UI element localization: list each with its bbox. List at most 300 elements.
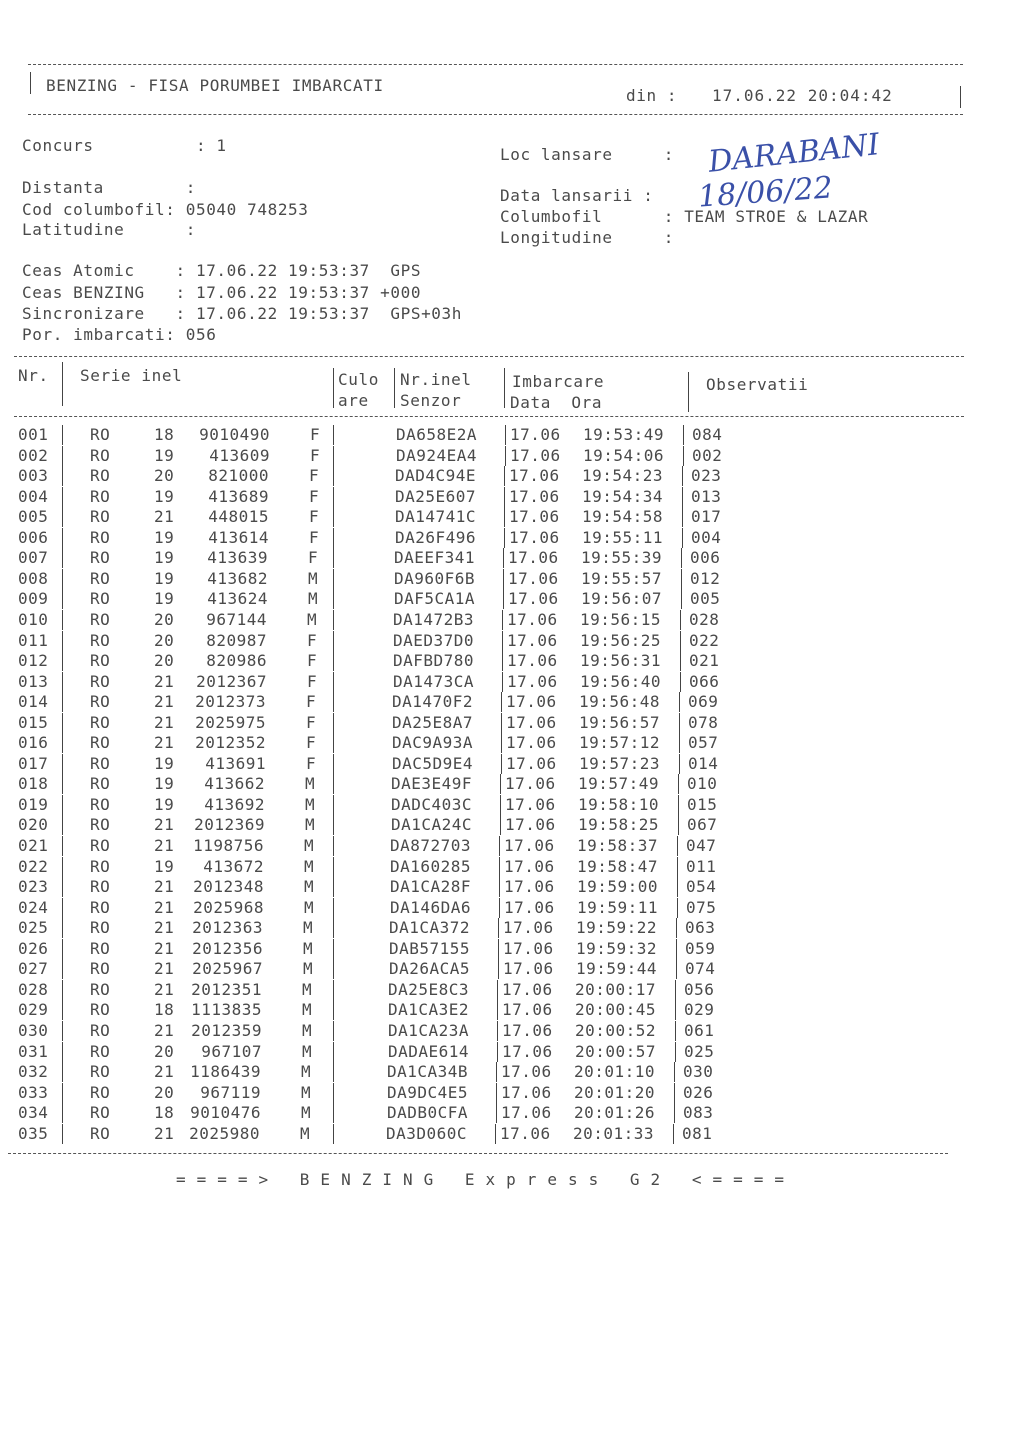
col-rule-culoare — [333, 857, 334, 877]
col-rule-imbarcare — [501, 692, 502, 712]
cell-senzor: DA960F6B — [394, 568, 476, 588]
cell-ora: 20:00:17 — [575, 979, 657, 999]
col-header-culoare-1: Culo — [338, 370, 379, 389]
col-rule-observatii — [681, 548, 682, 568]
cell-tara: RO — [90, 630, 111, 650]
cell-nr: 017 — [18, 753, 49, 773]
cell-an: 20 — [154, 609, 175, 629]
cell-ora: 19:55:11 — [582, 527, 664, 547]
handwritten-place: DARABANI — [706, 127, 882, 180]
cell-nr: 022 — [18, 856, 49, 876]
col-rule-culoare — [333, 672, 334, 692]
table-row — [0, 672, 1000, 692]
col-rule-culoare — [333, 754, 334, 774]
cell-tara: RO — [90, 918, 111, 938]
cell-data: 17.06 — [502, 1000, 553, 1020]
cell-an: 21 — [154, 877, 175, 897]
col-rule-nr — [62, 898, 63, 918]
col-rule-nr — [62, 631, 63, 651]
cell-senzor: DAF5CA1A — [394, 589, 476, 609]
porumbei-imbarcati-field: Por. imbarcati: 056 — [22, 325, 217, 344]
cell-data: 17.06 — [509, 507, 560, 527]
col-rule-imbarcare — [495, 1124, 496, 1144]
cell-data: 17.06 — [501, 1082, 552, 1102]
cell-data: 17.06 — [510, 445, 561, 465]
cell-nr: 015 — [18, 712, 49, 732]
cell-an: 19 — [154, 794, 175, 814]
cell-data: 17.06 — [501, 1103, 552, 1123]
cell-data: 17.06 — [503, 959, 554, 979]
col-rule-observatii — [677, 857, 678, 877]
col-rule-imbarcare — [503, 589, 504, 609]
col-rule-imbarcare — [502, 672, 503, 692]
cell-ora: 19:58:47 — [577, 856, 659, 876]
cell-nr: 013 — [18, 671, 49, 691]
cell-obs: 083 — [683, 1103, 714, 1123]
col-rule-culoare — [333, 548, 334, 568]
col-rule-nr — [62, 446, 63, 466]
cell-nr: 003 — [18, 466, 49, 486]
footer-brand: ====> BENZING Express G2 <==== — [176, 1170, 795, 1189]
cell-senzor: DA160285 — [390, 856, 472, 876]
cell-an: 19 — [154, 486, 175, 506]
cell-obs: 026 — [683, 1082, 714, 1102]
table-row — [0, 548, 1000, 568]
cell-ora: 19:56:57 — [579, 712, 661, 732]
col-rule-nr — [62, 795, 63, 815]
col-rule-culoare — [333, 466, 334, 486]
table-row — [0, 857, 1000, 877]
cell-an: 21 — [154, 1020, 175, 1040]
cell-sex: F — [306, 733, 317, 753]
col-rule-culoare — [333, 795, 334, 815]
cell-ora: 20:01:10 — [574, 1062, 656, 1082]
columbofil-field: Columbofil : TEAM STROE & LAZAR — [500, 207, 869, 226]
cell-senzor: DA25E607 — [395, 486, 477, 506]
col-rule-nr — [62, 877, 63, 897]
col-rule-culoare — [333, 877, 334, 897]
cell-data: 17.06 — [505, 774, 556, 794]
cell-inel: 413689 — [208, 486, 269, 506]
cell-data: 17.06 — [509, 527, 560, 547]
col-rule-culoare — [333, 774, 334, 794]
cell-data: 17.06 — [504, 877, 555, 897]
table-row — [0, 877, 1000, 897]
cell-ora: 19:58:10 — [578, 794, 660, 814]
table-row — [0, 836, 1000, 856]
cell-senzor: DA9DC4E5 — [387, 1082, 469, 1102]
table-row — [0, 446, 1000, 466]
cell-senzor: DAE3E49F — [391, 774, 473, 794]
cell-obs: 011 — [686, 856, 717, 876]
col-rule-nr — [62, 815, 63, 835]
cell-inel: 1113835 — [191, 1000, 262, 1020]
table-row — [0, 487, 1000, 507]
print-date-label: din : — [626, 86, 678, 105]
cell-nr: 002 — [18, 445, 49, 465]
table-row — [0, 1000, 1000, 1020]
cell-sex: F — [307, 630, 318, 650]
cell-obs: 006 — [690, 548, 721, 568]
cell-an: 19 — [154, 753, 175, 773]
col-rule-imbarcare — [505, 425, 506, 445]
cell-nr: 014 — [18, 692, 49, 712]
col-rule-nr — [62, 918, 63, 938]
sincronizare-field: Sincronizare : 17.06.22 19:53:37 GPS+03h — [22, 304, 463, 323]
col-rule-culoare — [333, 589, 334, 609]
col-rule-observatii — [679, 733, 680, 753]
cell-sex: M — [303, 918, 314, 938]
cell-sex: M — [302, 1020, 313, 1040]
print-date-value: 17.06.22 20:04:42 — [712, 86, 893, 105]
cell-sex: M — [308, 589, 319, 609]
cell-sex: F — [309, 507, 320, 527]
cell-inel: 413662 — [204, 774, 265, 794]
cell-obs: 059 — [685, 938, 716, 958]
cell-sex: F — [309, 486, 320, 506]
cell-inel: 2025975 — [195, 712, 266, 732]
col-rule-imbarcare — [500, 795, 501, 815]
col-rule-culoare — [333, 487, 334, 507]
cell-an: 21 — [154, 692, 175, 712]
col-rule-nr — [62, 487, 63, 507]
cell-data: 17.06 — [500, 1123, 551, 1143]
cell-inel: 413639 — [207, 548, 268, 568]
cell-tara: RO — [90, 959, 111, 979]
cell-data: 17.06 — [508, 568, 559, 588]
cell-ora: 19:54:34 — [582, 486, 664, 506]
cell-data: 17.06 — [502, 1020, 553, 1040]
table-row — [0, 507, 1000, 527]
cell-obs: 021 — [689, 651, 720, 671]
table-row — [0, 692, 1000, 712]
col-rule-culoare — [333, 528, 334, 548]
cell-ora: 19:55:57 — [581, 568, 663, 588]
table-row — [0, 939, 1000, 959]
cell-nr: 023 — [18, 877, 49, 897]
cell-an: 21 — [154, 979, 175, 999]
cell-data: 17.06 — [504, 897, 555, 917]
col-rule-imbarcare — [498, 918, 499, 938]
cell-obs: 028 — [689, 609, 720, 629]
cell-ora: 19:54:23 — [582, 466, 664, 486]
col-header-imbarcare-2: Data Ora — [510, 393, 603, 412]
cell-inel: 2025968 — [193, 897, 264, 917]
cell-data: 17.06 — [504, 836, 555, 855]
col-rule-observatii — [682, 466, 683, 486]
cell-an: 21 — [154, 815, 175, 835]
col-rule-imbarcare — [502, 651, 503, 671]
cell-inel: 413682 — [207, 568, 268, 588]
col-rule-culoare — [333, 1083, 334, 1103]
cell-an: 21 — [154, 1062, 175, 1082]
col-rule-observatii — [679, 754, 680, 774]
cell-ora: 19:56:25 — [580, 630, 662, 650]
cell-senzor: DA1CA23A — [388, 1020, 470, 1040]
cell-tara: RO — [90, 425, 111, 444]
cell-sex: F — [306, 712, 317, 732]
col-rule-nr — [62, 1083, 63, 1103]
cell-obs: 004 — [691, 527, 722, 547]
cell-an: 18 — [154, 1000, 175, 1020]
cell-senzor: DAFBD780 — [393, 651, 475, 671]
col-rule-observatii — [683, 425, 684, 445]
col-rule-nr — [62, 569, 63, 589]
cell-obs: 066 — [689, 671, 720, 691]
col-rule-nr — [62, 548, 63, 568]
table-row — [0, 795, 1000, 815]
col-rule-nr — [62, 651, 63, 671]
handwritten-date: 18/06/22 — [696, 170, 834, 215]
cell-tara: RO — [90, 692, 111, 712]
cell-nr: 012 — [18, 651, 49, 671]
cell-tara: RO — [90, 609, 111, 629]
col-rule-imbarcare — [500, 815, 501, 835]
cell-an: 18 — [154, 1103, 175, 1123]
col-rule-imbarcare — [500, 774, 501, 794]
cell-obs: 084 — [692, 425, 723, 444]
cell-nr: 010 — [18, 609, 49, 629]
cell-nr: 004 — [18, 486, 49, 506]
table-row — [0, 1021, 1000, 1041]
cell-sex: F — [306, 692, 317, 712]
concurs-field: Concurs : 1 — [22, 136, 227, 155]
table-row — [0, 959, 1000, 979]
cell-obs: 029 — [684, 1000, 715, 1020]
cell-inel: 413691 — [205, 753, 266, 773]
cell-data: 17.06 — [507, 671, 558, 691]
col-rule-observatii — [675, 980, 676, 1000]
col-rule-culoare — [333, 959, 334, 979]
col-rule-imbarcare — [504, 507, 505, 527]
cell-ora: 19:54:58 — [582, 507, 664, 527]
cell-tara: RO — [90, 507, 111, 527]
col-rule-observatii — [675, 1042, 676, 1062]
cell-sex: M — [302, 1000, 313, 1020]
cell-tara: RO — [90, 466, 111, 486]
cell-tara: RO — [90, 1041, 111, 1061]
col-rule-observatii — [675, 1000, 676, 1020]
cell-tara: RO — [90, 938, 111, 958]
cell-sex: F — [309, 466, 320, 486]
cell-ora: 20:01:33 — [573, 1123, 655, 1143]
cell-ora: 19:59:22 — [576, 918, 658, 938]
cell-inel: 820987 — [206, 630, 267, 650]
cell-tara: RO — [90, 712, 111, 732]
cell-nr: 009 — [18, 589, 49, 609]
cell-senzor: DA1CA34B — [387, 1062, 469, 1082]
cell-inel: 2012367 — [196, 671, 267, 691]
cell-senzor: DA146DA6 — [390, 897, 472, 917]
table-row — [0, 425, 1000, 445]
cell-ora: 19:57:49 — [578, 774, 660, 794]
cell-obs: 013 — [691, 486, 722, 506]
cell-obs: 030 — [683, 1062, 714, 1082]
cell-senzor: DAEEF341 — [394, 548, 476, 568]
cell-tara: RO — [90, 548, 111, 568]
col-rule-imbarcare — [496, 1062, 497, 1082]
cell-senzor: DA872703 — [390, 836, 472, 855]
cell-data: 17.06 — [506, 753, 557, 773]
cell-tara: RO — [90, 836, 111, 855]
col-rule-observatii — [676, 939, 677, 959]
table-row — [0, 774, 1000, 794]
cell-ora: 20:01:20 — [574, 1082, 656, 1102]
cell-obs: 056 — [684, 979, 715, 999]
cell-ora: 20:00:52 — [575, 1020, 657, 1040]
cell-obs: 005 — [690, 589, 721, 609]
document-title: BENZING - FISA PORUMBEI IMBARCATI — [46, 76, 384, 95]
cell-tara: RO — [90, 1082, 111, 1102]
cell-an: 20 — [154, 1082, 175, 1102]
table-row — [0, 1062, 1000, 1082]
cell-tara: RO — [90, 589, 111, 609]
cell-sex: M — [308, 568, 319, 588]
col-rule-imbarcare — [499, 877, 500, 897]
cell-an: 21 — [154, 918, 175, 938]
col-rule-culoare — [333, 1062, 334, 1082]
cell-tara: RO — [90, 815, 111, 835]
col-rule-imbarcare — [499, 836, 500, 856]
col-rule-nr — [62, 1103, 63, 1123]
col-header-culoare-2: are — [338, 391, 369, 410]
cell-senzor: DA1CA372 — [389, 918, 471, 938]
cell-inel: 2012348 — [193, 877, 264, 897]
table-row — [0, 1083, 1000, 1103]
cell-nr: 008 — [18, 568, 49, 588]
col-rule-nr — [62, 1062, 63, 1082]
col-header-imbarcare-1: Imbarcare — [512, 372, 605, 391]
col-rule-observatii — [682, 507, 683, 527]
col-rule-nr — [62, 1000, 63, 1020]
cell-obs: 081 — [682, 1123, 713, 1143]
cell-sex: F — [310, 425, 321, 444]
col-rule-imbarcare — [497, 1021, 498, 1041]
cell-senzor: DA658E2A — [396, 425, 478, 444]
cell-data: 17.06 — [509, 466, 560, 486]
col-rule-nr — [62, 959, 63, 979]
table-row — [0, 1103, 1000, 1123]
col-rule-nr — [62, 610, 63, 630]
col-rule-imbarcare — [504, 466, 505, 486]
cell-senzor: DA26ACA5 — [389, 959, 471, 979]
col-rule-nr — [62, 713, 63, 733]
longitudine-field: Longitudine : — [500, 228, 674, 247]
cell-data: 17.06 — [507, 609, 558, 629]
table-row — [0, 1124, 1000, 1144]
col-rule-culoare — [333, 898, 334, 918]
cell-ora: 19:54:06 — [583, 445, 665, 465]
cell-an: 21 — [154, 938, 175, 958]
table-row — [0, 754, 1000, 774]
cell-nr: 021 — [18, 836, 49, 855]
col-rule-imbarcare — [499, 857, 500, 877]
cell-senzor: DAD4C94E — [395, 466, 477, 486]
cell-sex: M — [301, 1082, 312, 1102]
cell-tara: RO — [90, 671, 111, 691]
cell-tara: RO — [90, 1062, 111, 1082]
col-rule-culoare — [333, 425, 334, 445]
col-rule-observatii — [676, 959, 677, 979]
cell-senzor: DAC9A93A — [392, 733, 474, 753]
cell-ora: 19:56:40 — [580, 671, 662, 691]
cell-senzor: DA25E8C3 — [388, 979, 470, 999]
cell-sex: F — [309, 527, 320, 547]
cell-senzor: DADC403C — [391, 794, 473, 814]
cell-sex: F — [307, 671, 318, 691]
cell-inel: 1198756 — [193, 836, 264, 855]
col-rule-observatii — [682, 528, 683, 548]
cell-nr: 018 — [18, 774, 49, 794]
col-rule-observatii — [678, 774, 679, 794]
cell-tara: RO — [90, 979, 111, 999]
col-rule-culoare — [333, 918, 334, 938]
cell-obs: 074 — [685, 959, 716, 979]
table-row — [0, 898, 1000, 918]
col-rule-observatii — [680, 672, 681, 692]
cell-sex: M — [301, 1103, 312, 1123]
cell-sex: M — [304, 897, 315, 917]
cell-sex: M — [300, 1123, 311, 1143]
cell-an: 21 — [154, 671, 175, 691]
col-header-nr: Nr. — [18, 366, 49, 385]
cell-an: 21 — [154, 1123, 175, 1143]
cell-obs: 075 — [686, 897, 717, 917]
col-rule-nr — [62, 857, 63, 877]
col-rule-observatii — [680, 610, 681, 630]
table-row — [0, 815, 1000, 835]
cell-nr: 026 — [18, 938, 49, 958]
cell-nr: 007 — [18, 548, 49, 568]
cell-inel: 967144 — [206, 609, 267, 629]
col-rule-imbarcare — [497, 1000, 498, 1020]
cell-inel: 967119 — [200, 1082, 261, 1102]
cell-sex: M — [305, 774, 316, 794]
col-rule-culoare — [333, 1021, 334, 1041]
cell-tara: RO — [90, 733, 111, 753]
cell-ora: 19:56:15 — [580, 609, 662, 629]
table-row — [0, 651, 1000, 671]
col-rule-nr — [62, 980, 63, 1000]
cell-tara: RO — [90, 1123, 111, 1143]
cell-an: 21 — [154, 733, 175, 753]
cell-data: 17.06 — [507, 630, 558, 650]
cell-inel: 820986 — [206, 651, 267, 671]
col-rule-culoare — [333, 651, 334, 671]
cell-senzor: DA924EA4 — [396, 445, 478, 465]
col-rule-culoare — [333, 836, 334, 856]
cell-nr: 020 — [18, 815, 49, 835]
cell-senzor: DAB57155 — [389, 938, 471, 958]
col-rule-culoare — [333, 1042, 334, 1062]
col-rule-imbarcare — [502, 610, 503, 630]
cell-an: 21 — [154, 836, 175, 855]
col-rule-observatii — [674, 1083, 675, 1103]
cell-nr: 001 — [18, 425, 49, 444]
col-rule-observatii — [674, 1103, 675, 1123]
cell-data: 17.06 — [502, 979, 553, 999]
col-rule-imbarcare — [501, 754, 502, 774]
cell-senzor: DA14741C — [395, 507, 477, 527]
cell-an: 20 — [154, 1041, 175, 1061]
cell-sex: M — [302, 1041, 313, 1061]
col-rule-observatii — [678, 795, 679, 815]
col-rule-culoare — [333, 713, 334, 733]
loc-lansare-field: Loc lansare : — [500, 145, 674, 164]
cell-senzor: DADAE614 — [388, 1041, 470, 1061]
col-rule-observatii — [681, 569, 682, 589]
cell-sex: F — [306, 753, 317, 773]
